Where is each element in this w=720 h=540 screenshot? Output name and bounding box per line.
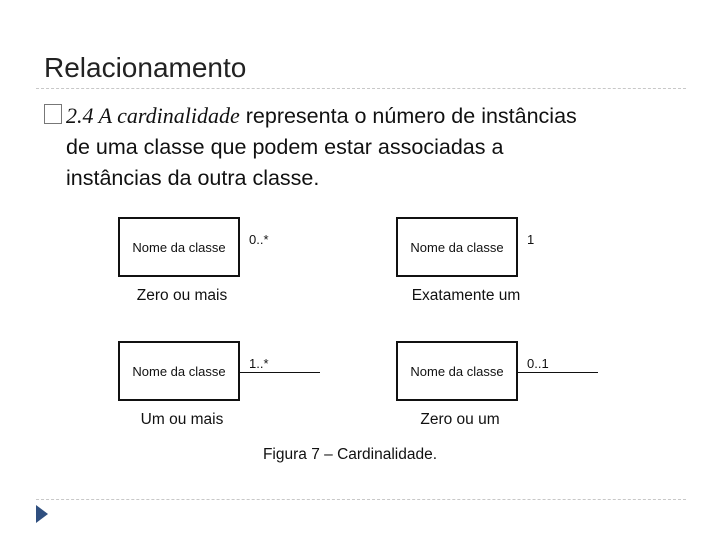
association-line [518,372,598,373]
multiplicity-label: 1..* [249,356,269,371]
title-divider [36,88,686,89]
figure-caption-text: Figura 7 – Cardinalidade. [262,446,438,463]
next-slide-arrow-icon[interactable] [36,505,48,523]
multiplicity-label: 0..* [249,232,269,247]
diagram-caption: Zero ou um [420,411,500,428]
paragraph-line-3: instâncias da outra classe. [66,166,320,190]
paragraph-line-1: representa o número de instâncias [239,104,577,128]
multiplicity-label: 1 [527,232,535,247]
multiplicity-label: 0..1 [527,356,549,371]
class-box-zero-or-one [396,341,518,401]
class-box-one-or-more [118,341,240,401]
footer-divider [36,499,686,500]
body-paragraph [66,100,696,194]
slide-title: Relacionamento [44,52,247,83]
association-line [240,372,320,373]
figure-caption [0,446,700,464]
paragraph-line-2: de uma classe que podem estar associadas a [66,135,504,159]
class-name-label: Nome da classe [410,239,504,255]
class-name-label: Nome da classe [132,363,226,379]
class-name-label: Nome da classe [132,239,226,255]
section-reference: 2.4 A cardinalidade [66,103,240,128]
class-name-label: Nome da classe [410,363,504,379]
diagram-caption: Um ou mais [140,411,224,428]
square-bullet-icon [44,104,62,124]
diagram-caption: Exatamente um [411,287,521,304]
diagram-caption: Zero ou mais [136,287,228,304]
class-box-zero-or-more [118,217,240,277]
class-box-exactly-one [396,217,518,277]
